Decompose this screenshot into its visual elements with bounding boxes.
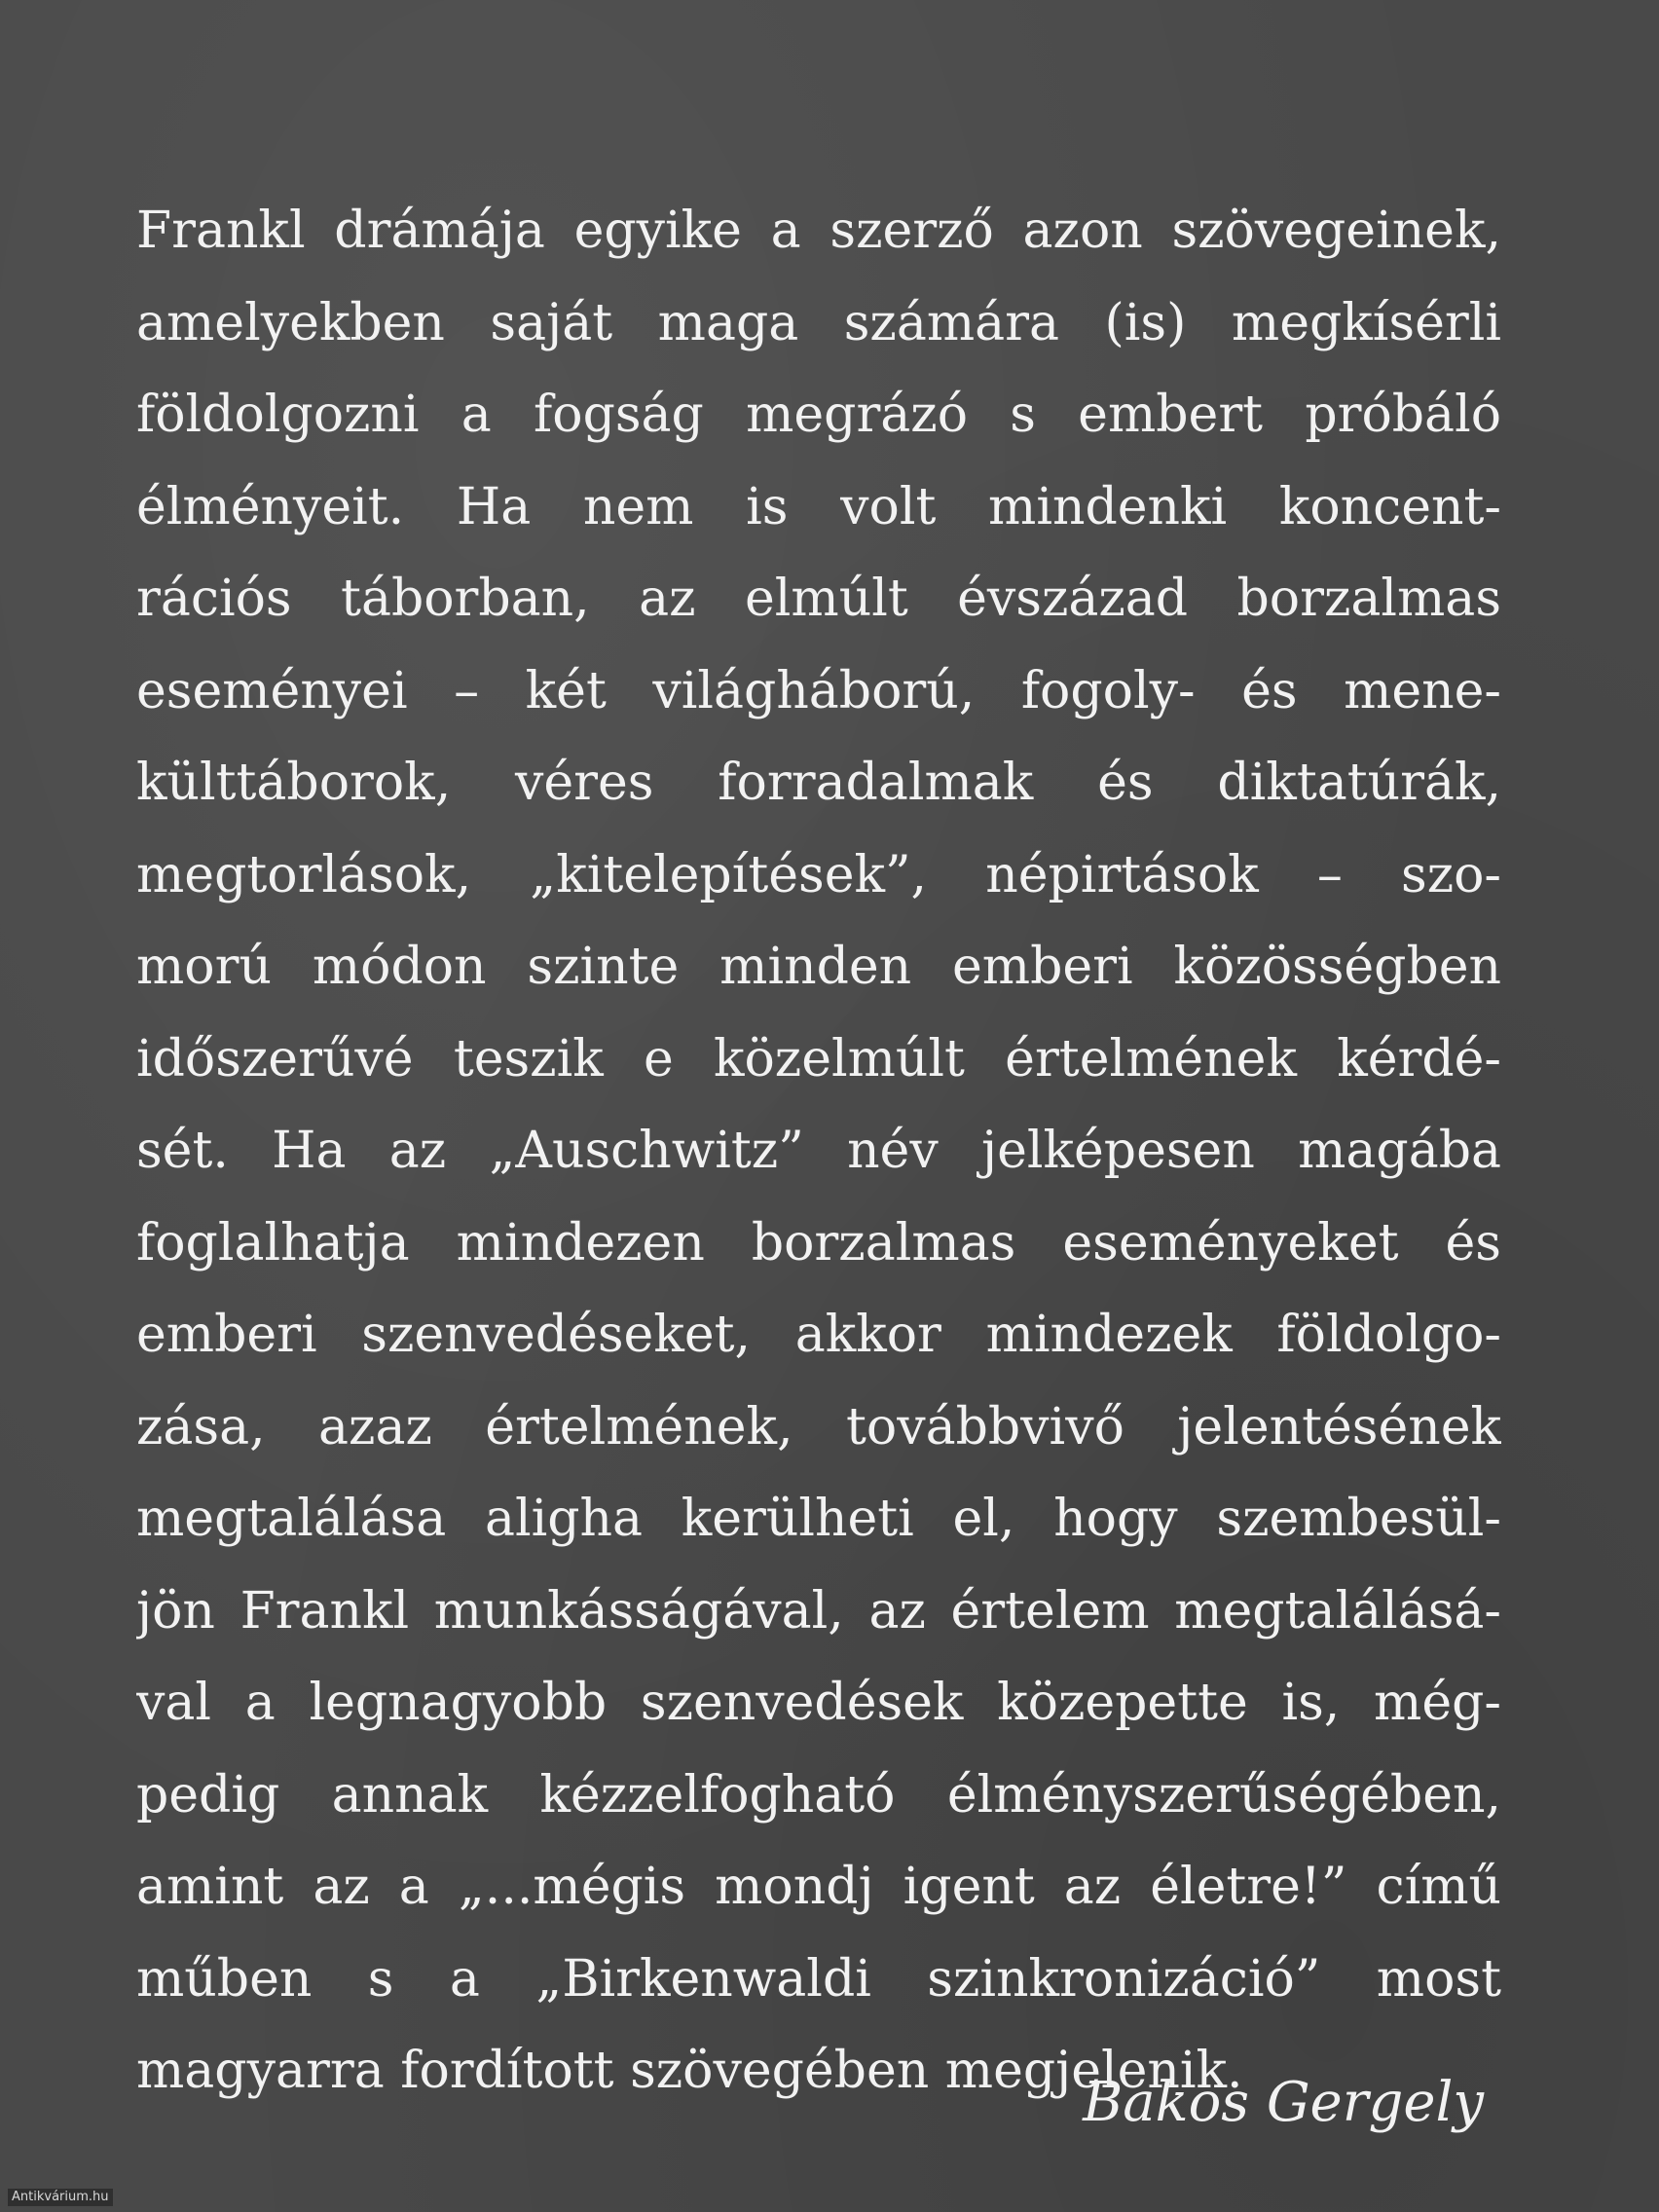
blurb-line: magyarra fordított szövegében megjelenik. — [136, 2042, 1243, 2100]
blurb-line: megtorlások, „kitelepítések”, népirtások – szo- — [136, 845, 1501, 904]
blurb-line: amelyekben saját maga számára (is) megkísérli — [136, 293, 1501, 352]
blurb-line: morú módon szinte minden emberi közösségben — [136, 938, 1501, 996]
blurb-line: emberi szenvedéseket, akkor mindezek földolgo- — [136, 1306, 1501, 1364]
blurb-line: eseményei – két világháború, fogoly- és mene- — [136, 661, 1501, 720]
author-signature: Bakos Gergely — [1083, 2071, 1484, 2134]
blurb-line: val a legnagyobb szenvedések közepette is, még- — [136, 1674, 1501, 1732]
blurb-line: földolgozni a fogság megrázó s embert próbáló — [136, 386, 1501, 444]
blurb-line: amint az a „...mégis mondj igent az életre!” című — [136, 1858, 1501, 1916]
blurb-line: Frankl drámája egyike a szerző azon szövegeinek, — [136, 202, 1501, 260]
blurb-line: rációs táborban, az elmúlt évszázad borzalmas — [136, 570, 1501, 628]
blurb-line: zása, azaz értelmének, továbbvivő jelentésének — [136, 1397, 1501, 1456]
watermark: Antikvárium.hu — [8, 2189, 113, 2206]
blurb-line: foglalhatja mindezen borzalmas eseményeket és — [136, 1213, 1501, 1272]
blurb-line: műben s a „Birkenwaldi szinkronizáció” most — [136, 1949, 1501, 2009]
blurb-line: sét. Ha az „Auschwitz” név jelképesen magába — [136, 1122, 1501, 1180]
blurb-line: jön Frankl munkásságával, az értelem megtalálásá- — [136, 1581, 1501, 1641]
blurb-line: külttáborok, véres forradalmak és diktatúrák, — [136, 754, 1501, 812]
blurb-line: időszerűvé teszik e közelmúlt értelmének kérdé- — [136, 1029, 1501, 1088]
blurb-text — [136, 185, 1501, 2118]
blurb-line: élményeit. Ha nem is volt mindenki koncent- — [136, 477, 1501, 536]
blurb-line: megtalálása aligha kerülheti el, hogy szembesül- — [136, 1490, 1501, 1548]
blurb-line: pedig annak kézzelfogható élményszerűségében, — [136, 1765, 1501, 1825]
